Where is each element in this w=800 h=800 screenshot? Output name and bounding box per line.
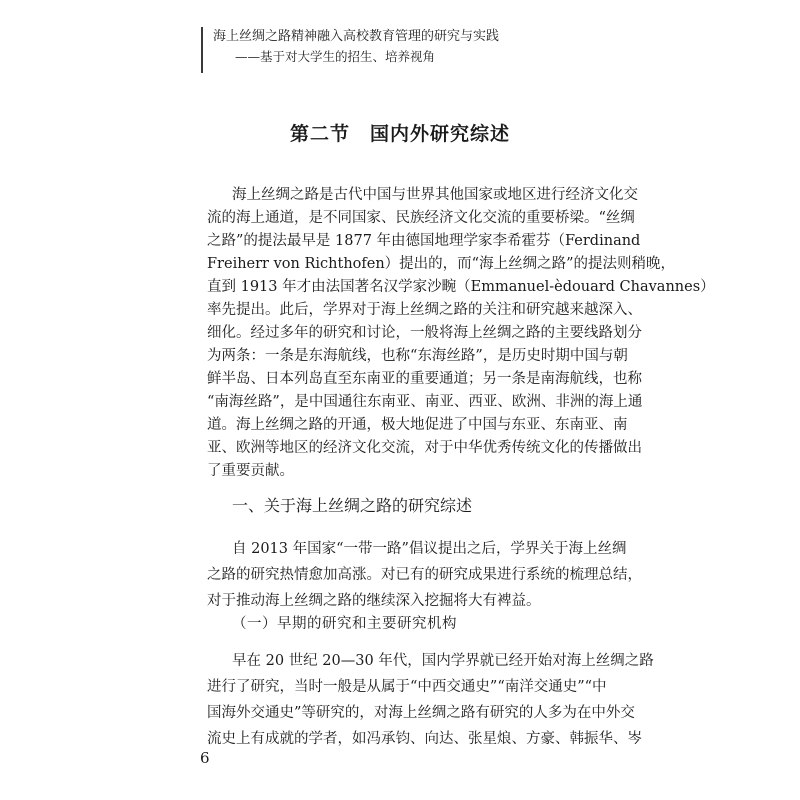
paragraph-line: 国海外交通史”等研究的，对海上丝绸之路有研究的人多为在中外交 [207, 705, 635, 721]
paragraph-line: 进行了研究，当时一般是从属于“中西交通史”“南洋交通史”“中 [207, 679, 607, 695]
running-head-subtitle: ——基于对大学生的招生、培养视角 [235, 49, 436, 64]
sub-subsection-heading: （一）早期的研究和主要研究机构 [232, 616, 457, 632]
paragraph-line: 对于推动海上丝绸之路的继续深入挖掘将大有裨益。 [207, 593, 541, 609]
running-head [201, 27, 601, 73]
paragraph-line: 为两条：一条是东海航线，也称“东海丝路”，是历史时期中国与朝 [207, 348, 628, 364]
section-number: 第二节 [289, 123, 350, 145]
paragraph-line: 早在 20 世纪 20—30 年代，国内学界就已经开始对海上丝绸之路 [232, 653, 654, 669]
paragraph-line: 了重要贡献。 [207, 463, 294, 479]
paragraph-line: 细化。经过多年的研究和讨论，一般将海上丝绸之路的主要线路划分 [207, 325, 642, 341]
paragraph-line: 之路的研究热情愈加高涨。对已有的研究成果进行系统的梳理总结， [207, 567, 642, 583]
subsection-heading: 一、关于海上丝绸之路的研究综述 [232, 496, 473, 515]
paragraph-line: 之路”的提法最早是 1877 年由德国地理学家李希霍芬（Ferdinand [207, 233, 641, 249]
page-number: 6 [200, 749, 210, 767]
paragraph-line: 流史上有成就的学者，如冯承钧、向达、张星烺、方豪、韩振华、岑 [207, 731, 642, 747]
paragraph-line: 率先提出。此后，学界对于海上丝绸之路的关注和研究越来越深入、 [207, 302, 642, 318]
section-heading: 国内外研究综述 [370, 123, 511, 145]
paragraph-line: 流的海上通道，是不同国家、民族经济文化交流的重要桥梁。“丝绸 [207, 210, 635, 226]
paragraph-line: 道。海上丝绸之路的开通，极大地促进了中国与东亚、东南亚、南 [207, 417, 628, 433]
paragraph-line: Freiherr von Richthofen）提出的，而“海上丝绸之路”的提法则稍晚， [207, 256, 675, 272]
paragraph-line: 鲜半岛、日本列岛直至东南亚的重要通道；另一条是南海航线，也称 [207, 371, 642, 387]
running-head-title: 海上丝绸之路精神融入高校教育管理的研究与实践 [213, 29, 500, 44]
paragraph-line: 自 2013 年国家“一带一路”倡议提出之后，学界关于海上丝绸 [232, 541, 627, 557]
paragraph-line: 亚、欧洲等地区的经济文化交流，对于中华优秀传统文化的传播做出 [207, 440, 642, 456]
paragraph-line: 海上丝绸之路是古代中国与世界其他国家或地区进行经济文化交 [232, 187, 638, 203]
paragraph-line: “南海丝路”，是中国通往东南亚、南亚、西亚、欧洲、非洲的海上通 [207, 394, 643, 410]
paragraph-line: 直到 1913 年才由法国著名汉学家沙畹（Emmanuel-èdouard Chavannes） [207, 279, 715, 295]
section-title [200, 120, 600, 148]
